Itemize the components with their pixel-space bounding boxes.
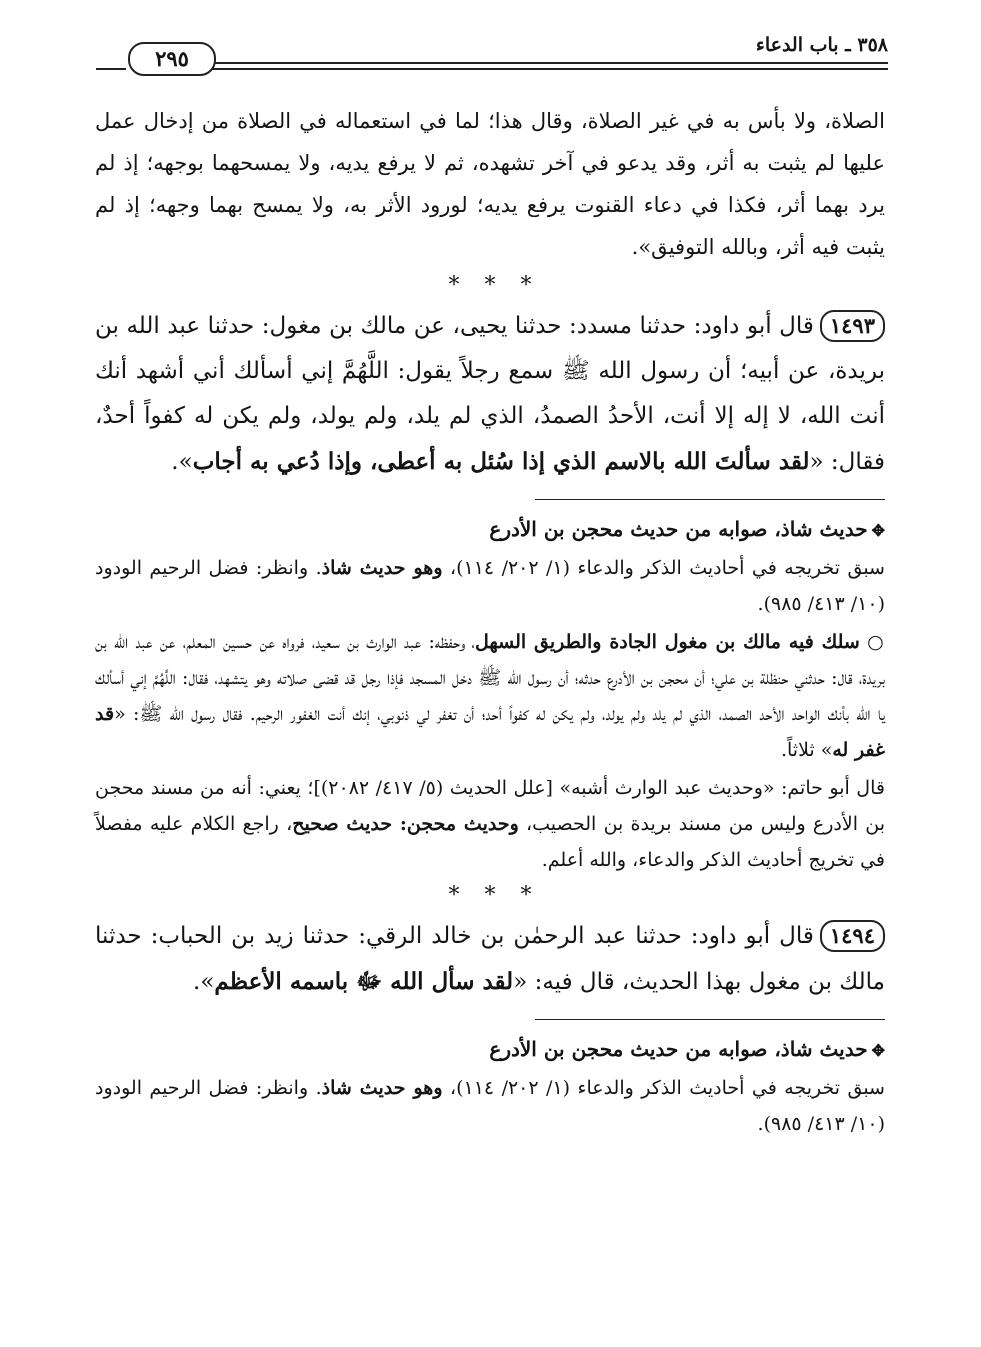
hadith-1493-quote: لقد سألتَ الله بالاسم الذي إذا سُئل به أعطى، وإذا دُعي به أجاب xyxy=(192,448,810,475)
hadith-1494-closing: ». xyxy=(193,969,215,995)
footnote-paragraph-1 xyxy=(95,550,885,622)
grading-heading-text: حديث شاذ، صوابه من حديث محجن بن الأدرع xyxy=(489,1037,868,1061)
footnote-paragraph-3 xyxy=(95,770,885,878)
footnote-bold: وهو حديث شاذ xyxy=(321,1077,443,1099)
footnote-bold: سلك فيه مالك بن مغول الجادة والطريق السهل xyxy=(474,631,860,653)
hadith-1493-closing: ». xyxy=(171,449,193,475)
ornament-icon: ✥ xyxy=(871,521,885,540)
footnote-text: ، راجع الكلام عليه مفصلاً في تخريج أحاديث الذكر والدعاء، والله أعلم. xyxy=(95,813,885,871)
footnote-text: . وانظر: فضل الرحيم الودود (١٠/ ٤١٣/ ٩٨٥). xyxy=(95,1077,885,1135)
grading-heading-text: حديث شاذ، صوابه من حديث محجن بن الأدرع xyxy=(489,517,868,541)
grading-heading xyxy=(95,1030,885,1070)
page-number-badge: ٢٩٥ xyxy=(128,42,216,76)
footnote-text: ، وحفظه: عبد الوارث بن سعيد، فرواه عن حسين المعلم، عن عبد الله بن بريدة، قال: حدثني حنظلة بن علي؛ أن محجن بن الأدرع حدثه؛ أن رسول الله ﷺ دخل المسجد فإذا رجل قد قضى صلاته وهو يتشهد، فقال: اللَّهُمَّ إني أسألك يا الله بأنك الواحد الأحد الصمد، الذي لم يلد ولم يولد، ولم يكن له كفواً أحد؛ أن تغفر لي ذنوبي، إنك أنت الغفور الرحيم. فقال رسول الله ﷺ: « xyxy=(95,631,885,725)
section-separator: * * * xyxy=(448,273,532,298)
hadith-1494 xyxy=(95,914,885,1005)
footnote-text: سبق تخريجه في أحاديث الذكر والدعاء (١/ ٢٠٢/ ١١٤)، xyxy=(442,557,885,579)
hadith-1493 xyxy=(95,304,885,485)
header-rule-right-lower xyxy=(208,68,888,70)
running-title: ٣٥٨ ـ باب الدعاء xyxy=(755,34,888,56)
hadith-number-1493: ١٤٩٣ xyxy=(820,310,885,342)
hadith-number-1494: ١٤٩٤ xyxy=(820,920,885,952)
footnote-paragraph-2 xyxy=(95,624,885,768)
hadith-1493-text: قال أبو داود: حدثنا مسدد: حدثنا يحيى، عن مالك بن مغول: حدثنا عبد الله بن بريدة، عن أبيه؛ أن رسول الله ﷺ سمع رجلاً يقول: اللَّهُمَّ إني أسألك أني أشهد أنك أنت الله، لا إله إلا أنت، الأحدُ الصمدُ، الذي لم يلد، ولم يولد، ولم يكن له كفواً أحدٌ، فقال: « xyxy=(95,313,885,475)
ornament-icon: ✥ xyxy=(871,1041,885,1060)
footnote-1493 xyxy=(95,510,885,878)
header-rule-left xyxy=(96,68,126,70)
hadith-1494-quote: لقد سأل الله ﷻ باسمه الأعظم xyxy=(214,968,514,995)
bullet-icon: ○ xyxy=(867,631,885,653)
footnote-bold: وهو حديث شاذ xyxy=(321,557,443,579)
footnote-text: قال أبو حاتم: «وحديث عبد الوارث أشبه» [علل الحديث (٥/ ٤١٧/ ٢٠٨٢)]؛ يعني: أنه من مسند محجن بن الأدرع وليس من مسند بريدة بن الحصيب، xyxy=(95,777,885,835)
footnote-text: » ثلاثاً. xyxy=(780,739,833,761)
footnote-bold: قد غفر له xyxy=(95,703,885,761)
grading-heading xyxy=(95,510,885,550)
footnote-divider xyxy=(535,499,885,500)
footnote-1494 xyxy=(95,1030,885,1142)
footnote-paragraph-1 xyxy=(95,1070,885,1142)
page-body xyxy=(95,100,885,1142)
header-rule-right xyxy=(208,62,888,64)
hadith-1494-text: قال أبو داود: حدثنا عبد الرحمٰن بن خالد الرقي: حدثنا زيد بن الحباب: حدثنا مالك بن مغول بهذا الحديث، قال فيه: « xyxy=(95,923,885,995)
footnote-bold: وحديث محجن: حديث صحيح xyxy=(292,813,519,835)
footnote-divider xyxy=(535,1019,885,1020)
footnote-text: . وانظر: فضل الرحيم الودود (١٠/ ٤١٣/ ٩٨٥). xyxy=(95,557,885,615)
continued-paragraph: الصلاة، ولا بأس به في غير الصلاة، وقال هذا؛ لما في استعماله في الصلاة من إدخال عمل عليها لم يثبت به أثر، وقد يدعو في آخر تشهده، ثم لا يرفع يديه، ولا يمسحهما بوجهه؛ إذ لم يرد بهما أثر، فكذا في دعاء القنوت يرفع يديه؛ لورود الأثر به، ولا يمسح بهما وجهه؛ إذ لم يثبت فيه أثر، وبالله التوفيق». xyxy=(95,109,885,259)
section-separator: * * * xyxy=(448,883,532,908)
page-header xyxy=(96,28,888,88)
footnote-text: سبق تخريجه في أحاديث الذكر والدعاء (١/ ٢٠٢/ ١١٤)، xyxy=(442,1077,885,1099)
